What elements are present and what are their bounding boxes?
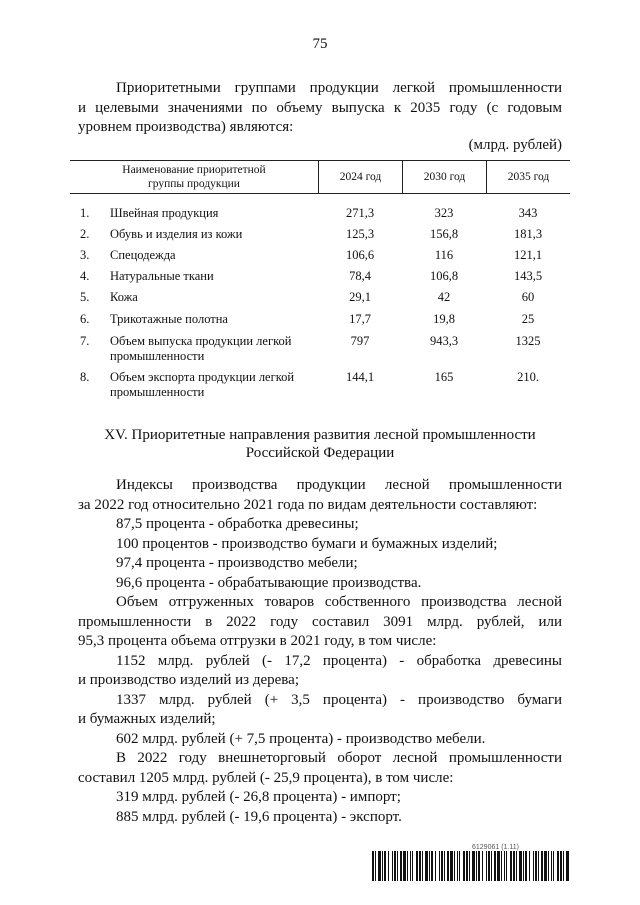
page-number: 75 (312, 36, 328, 52)
value-2030: 165 (434, 370, 454, 384)
paragraph-indices-line-1: Индексы производства продукции лесной промышленности (116, 477, 562, 493)
row-number: 2. (80, 227, 90, 241)
barcode-bar (476, 851, 477, 881)
paragraph-shipment-line-1: Объем отгруженных товаров собственного производства лесной (116, 594, 562, 610)
paragraph-import: 319 млрд. рублей (- 26,8 процента) - импорт; (116, 789, 401, 805)
value-2030: 19,8 (433, 312, 455, 326)
barcode-bar (435, 851, 436, 881)
value-2030: 106,8 (429, 269, 459, 283)
paragraph-trade-line-1: В 2022 году внешнеторговый оборот лесной промышленности (116, 750, 562, 766)
barcode-bar (548, 851, 549, 881)
value-2030: 116 (434, 248, 454, 262)
barcode-bar (388, 851, 389, 881)
barcode-bar (488, 851, 490, 881)
barcode-bar (439, 851, 440, 881)
barcode-bar (382, 851, 383, 881)
header-2030: 2030 год (423, 170, 466, 183)
row-number: 5. (80, 290, 90, 304)
barcode-bar (525, 851, 527, 881)
value-2024: 144,1 (345, 370, 375, 384)
row-number: 7. (80, 334, 90, 348)
barcode-bar (403, 851, 406, 881)
barcode-bar (560, 851, 562, 881)
barcode-bar (535, 851, 537, 881)
paragraph-shipment-line-3: 95,3 процента объема отгрузки в 2021 году, в том числе: (78, 633, 437, 649)
barcode-bar (494, 851, 496, 881)
barcode-bar (538, 851, 539, 881)
value-2024: 78,4 (349, 269, 371, 283)
row-number: 4. (80, 269, 90, 283)
row-number: 8. (80, 370, 90, 384)
row-name-line-1: Объем экспорта продукции легкой (110, 370, 295, 384)
barcode-bar (486, 851, 487, 881)
barcode-bar (553, 851, 554, 881)
paragraph-paper-line-2: и бумажных изделий; (78, 711, 216, 727)
row-number: 3. (80, 248, 90, 262)
barcode-bar (425, 851, 428, 881)
barcode-bar (400, 851, 402, 881)
barcode-bar (457, 851, 458, 881)
barcode-bar (466, 851, 468, 881)
barcode-bar (523, 851, 524, 881)
row-number: 1. (80, 206, 90, 220)
barcode-bar (378, 851, 381, 881)
barcode-bar (410, 851, 411, 881)
value-2024: 17,7 (349, 312, 371, 326)
paragraph-woodworking-line-1: 1152 млрд. рублей (- 17,2 процента) - обработка древесины (116, 652, 562, 669)
value-2035: 143,5 (513, 269, 543, 283)
intro-line-3: уровнем производства) являются: (78, 119, 294, 135)
value-2035: 181,3 (513, 227, 543, 241)
barcode-bar (519, 851, 522, 881)
barcode-bar (392, 851, 393, 881)
value-2035: 210. (517, 370, 539, 384)
barcode-bar (419, 851, 421, 881)
barcode-bar (497, 851, 500, 881)
value-2035: 60 (521, 290, 535, 304)
barcode-bar (529, 851, 530, 881)
units-label: (млрд. рублей) (468, 137, 562, 153)
list-item: 97,4 процента - производство мебели; (116, 555, 358, 571)
barcode-bar (504, 851, 505, 881)
barcode-bar (441, 851, 443, 881)
value-2024: 797 (350, 334, 370, 348)
value-2024: 271,3 (345, 206, 375, 220)
barcode-bar (510, 851, 512, 881)
barcode-bar (454, 851, 455, 881)
header-2035: 2035 год (507, 170, 550, 183)
paragraph-export: 885 млрд. рублей (- 19,6 процента) - экспорт. (116, 808, 402, 825)
paragraph-furniture: 602 млрд. рублей (+ 7,5 процента) - производство мебели. (116, 730, 486, 747)
barcode-bar (375, 851, 376, 881)
section-heading-line-2: Российской Федерации (245, 445, 395, 461)
list-item: 87,5 процента - обработка древесины; (116, 516, 359, 532)
section-heading-line-1: XV. Приоритетные направления развития лесной промышленности (104, 427, 536, 443)
barcode-bar (478, 851, 480, 881)
row-name: Обувь и изделия из кожи (110, 227, 243, 241)
barcode-bar (412, 851, 413, 881)
barcode-bar (533, 851, 534, 881)
barcode-bar (472, 851, 475, 881)
value-2030: 323 (434, 206, 454, 220)
barcode-bar (431, 851, 433, 881)
value-2035: 1325 (515, 334, 541, 348)
value-2030: 156,8 (429, 227, 459, 241)
row-number: 6. (80, 312, 90, 326)
barcode-bar (407, 851, 408, 881)
barcode-bar (459, 851, 460, 881)
body-text (78, 476, 562, 827)
row-name: Швейная продукция (110, 206, 219, 220)
barcode-bar (563, 851, 564, 881)
value-2035: 343 (518, 206, 538, 220)
barcode-bar (482, 851, 483, 881)
header-name-line-1: Наименование приоритетной (122, 163, 266, 176)
barcode-bar (469, 851, 470, 881)
row-name: Трикотажные полотна (110, 312, 228, 326)
barcode-bar (557, 851, 559, 881)
table-header-rule (70, 193, 570, 194)
paragraph-trade-line-2: составил 1205 млрд. рублей (- 25,9 процента), в том числе: (78, 769, 454, 786)
barcode-bar (463, 851, 465, 881)
barcode-bar (544, 851, 547, 881)
header-name-line-2: группы продукции (148, 177, 240, 190)
barcode-bar (384, 851, 386, 881)
intro-line-2: и целевыми значениями по объему выпуска к 2035 году (с годовым (78, 99, 562, 116)
row-name (110, 370, 310, 400)
intro-paragraph (78, 79, 562, 138)
value-2024: 125,3 (345, 227, 375, 241)
barcode-bar (551, 851, 552, 881)
paragraph-woodworking-line-2: и производство изделий из дерева; (78, 672, 300, 688)
barcode-bar (513, 851, 515, 881)
barcode-image (372, 851, 570, 881)
row-name-line-2: промышленности (110, 385, 205, 399)
list-item: 100 процентов - производство бумаги и бумажных изделий; (116, 535, 498, 552)
header-product-group (70, 160, 318, 193)
barcode-bar (491, 851, 492, 881)
barcode-bar (541, 851, 543, 881)
barcode-bar (422, 851, 423, 881)
barcode-bar (450, 851, 453, 881)
paragraph-paper-line-1: 1337 млрд. рублей (+ 3,5 процента) - производство бумаги (116, 691, 562, 708)
value-2035: 121,1 (513, 248, 543, 262)
row-name: Кожа (110, 290, 138, 304)
barcode-number: 6129061 (1.11) (472, 844, 519, 851)
barcode-bar (397, 851, 398, 881)
barcode-bar (444, 851, 445, 881)
barcode-bar (429, 851, 430, 881)
barcode-bar (566, 851, 569, 881)
row-name (110, 334, 310, 364)
paragraph-indices-line-2: за 2022 год относительно 2021 года по видам деятельности составляют: (78, 496, 538, 513)
value-2035: 25 (521, 312, 535, 326)
barcode-bar (394, 851, 396, 881)
row-name-line-1: Объем выпуска продукции легкой (110, 334, 292, 348)
barcode-bar (506, 851, 507, 881)
value-2030: 42 (437, 290, 451, 304)
section-heading (70, 426, 570, 462)
paragraph-shipment-line-2: промышленности в 2022 году составил 3091 млрд. рублей, или (78, 613, 562, 630)
barcode-bar (447, 851, 449, 881)
intro-line-1: Приоритетными группами продукции легкой промышленности (116, 80, 562, 96)
barcode-bar (516, 851, 517, 881)
barcode-bar (501, 851, 502, 881)
value-2024: 29,1 (349, 290, 371, 304)
row-name: Спецодежда (110, 248, 176, 262)
row-name-line-2: промышленности (110, 349, 205, 363)
value-2030: 943,3 (429, 334, 459, 348)
barcode-bar (416, 851, 418, 881)
header-2024: 2024 год (339, 170, 382, 183)
barcode-bar (372, 851, 374, 881)
row-name: Натуральные ткани (110, 269, 214, 283)
list-item: 96,6 процента - обрабатывающие производства. (116, 574, 422, 591)
value-2024: 106,6 (345, 248, 375, 262)
